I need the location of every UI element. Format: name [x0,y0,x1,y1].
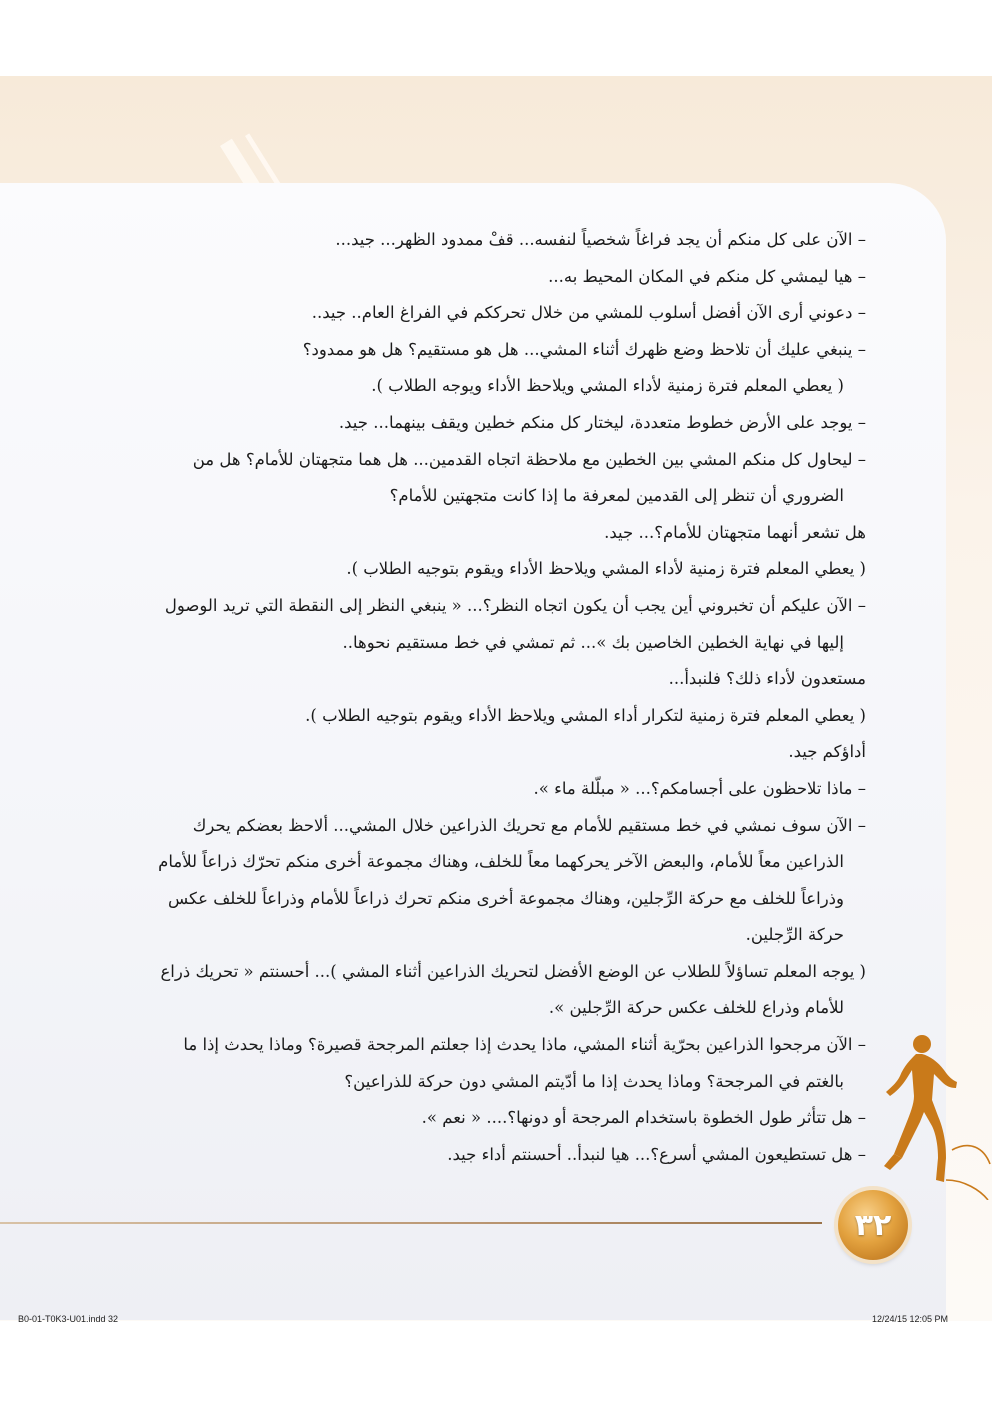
text-line: ( يعطي المعلم فترة زمنية لتكرار أداء المشي ويلاحظ الأداء ويقوم بتوجيه الطلاب ). [305,705,866,725]
runner-icon [880,1030,992,1200]
text-line: بالغتم في المرجحة؟ وماذا يحدث إذا ما أدّيتم المشي دون حركة للذراعين؟ [344,1071,844,1091]
lesson-text [88,222,866,1173]
text-line: – دعوني أرى الآن أفضل أسلوب للمشي من خلال تحرككم في الفراغ العام.. جيد.. [311,303,866,323]
text-line: – هل تستطيعون المشي أسرع؟... هيا لنبدأ.. أحسنتم أداء جيد. [447,1144,866,1164]
footer-rule [0,1222,822,1224]
text-line: ( يوجه المعلم تساؤلاً للطلاب عن الوضع الأفضل لتحريك الذراعين أثناء المشي )... أحسنتم « تحريك ذراع [160,961,866,981]
text-line: – الآن عليكم أن تخبروني أين يجب أن يكون اتجاه النظر؟... « ينبغي النظر إلى النقطة التي تريد الوصول [164,595,866,615]
text-line: وذراعاً للخلف مع حركة الرِّجلين، وهناك مجموعة أخرى منكم تحرك ذراعاً للأمام وذراعاً للخلف عكس [167,888,844,908]
print-slug-datetime: 12/24/15 12:05 PM [872,1314,949,1324]
print-slug-file: B0-01-T0K3-U01.indd 32 [18,1314,119,1324]
text-line: – الآن مرجحوا الذراعين بحرّية أثناء المشي، ماذا يحدث إذا جعلتم المرجحة قصيرة؟ وماذا يحدث إذا ما [183,1035,866,1055]
text-line: للأمام وذراع للخلف عكس حركة الرِّجلين ». [548,998,844,1018]
text-line: هل تشعر أنهما متجهتان للأمام؟... جيد. [604,522,866,542]
text-line: الضروري أن تنظر إلى القدمين لمعرفة ما إذا كانت متجهتين للأمام؟ [389,486,844,506]
text-line: – ماذا تلاحظون على أجسامكم؟... « مبلّلة ماء ». [533,778,866,798]
text-line: الذراعين معاً للأمام، والبعض الآخر يحركهما معاً للخلف، وهناك مجموعة أخرى منكم تحرّك ذراعاً للأمام [158,852,844,872]
text-line: – ليحاول كل منكم المشي بين الخطين مع ملاحظة اتجاه القدمين... هل هما متجهتان للأمام؟ هل من [192,449,866,469]
text-line: مستعدون لأداء ذلك؟ فلنبدأ... [668,669,866,689]
text-line: – الآن على كل منكم أن يجد فراغاً شخصياً لنفسه... قفْ ممدود الظهر... جيد... [335,230,866,249]
text-line: – ينبغي عليك أن تلاحظ وضع ظهرك أثناء المشي... هل هو مستقيم؟ هل هو ممدود؟ [302,339,866,359]
text-line: – يوجد على الأرض خطوط متعددة، ليختار كل منكم خطين ويقف بينهما... جيد. [338,412,866,432]
text-line: حركة الرِّجلين. [745,925,844,945]
text-line: – الآن سوف نمشي في خط مستقيم للأمام مع تحريك الذراعين خلال المشي... ألاحظ بعضكم يحرك [192,815,866,835]
text-line: ( يعطي المعلم فترة زمنية لأداء المشي ويلاحظ الأداء ويقوم بتوجيه الطلاب ). [346,559,866,579]
text-line: أداؤكم جيد. [788,742,866,762]
text-line: ( يعطي المعلم فترة زمنية لأداء المشي ويلاحظ الأداء ويوجه الطلاب ). [371,376,844,396]
text-line: إليها في نهاية الخطين الخاصين بك »... ثم تمشي في خط مستقيم نحوها.. [342,632,844,652]
page-number: ٣٢ [838,1190,908,1260]
text-line: – هل تتأثر طول الخطوة باستخدام المرجحة أو دونها؟.... « نعم ». [421,1108,866,1128]
text-line: – هيا ليمشي كل منكم في المكان المحيط به... [548,266,866,286]
